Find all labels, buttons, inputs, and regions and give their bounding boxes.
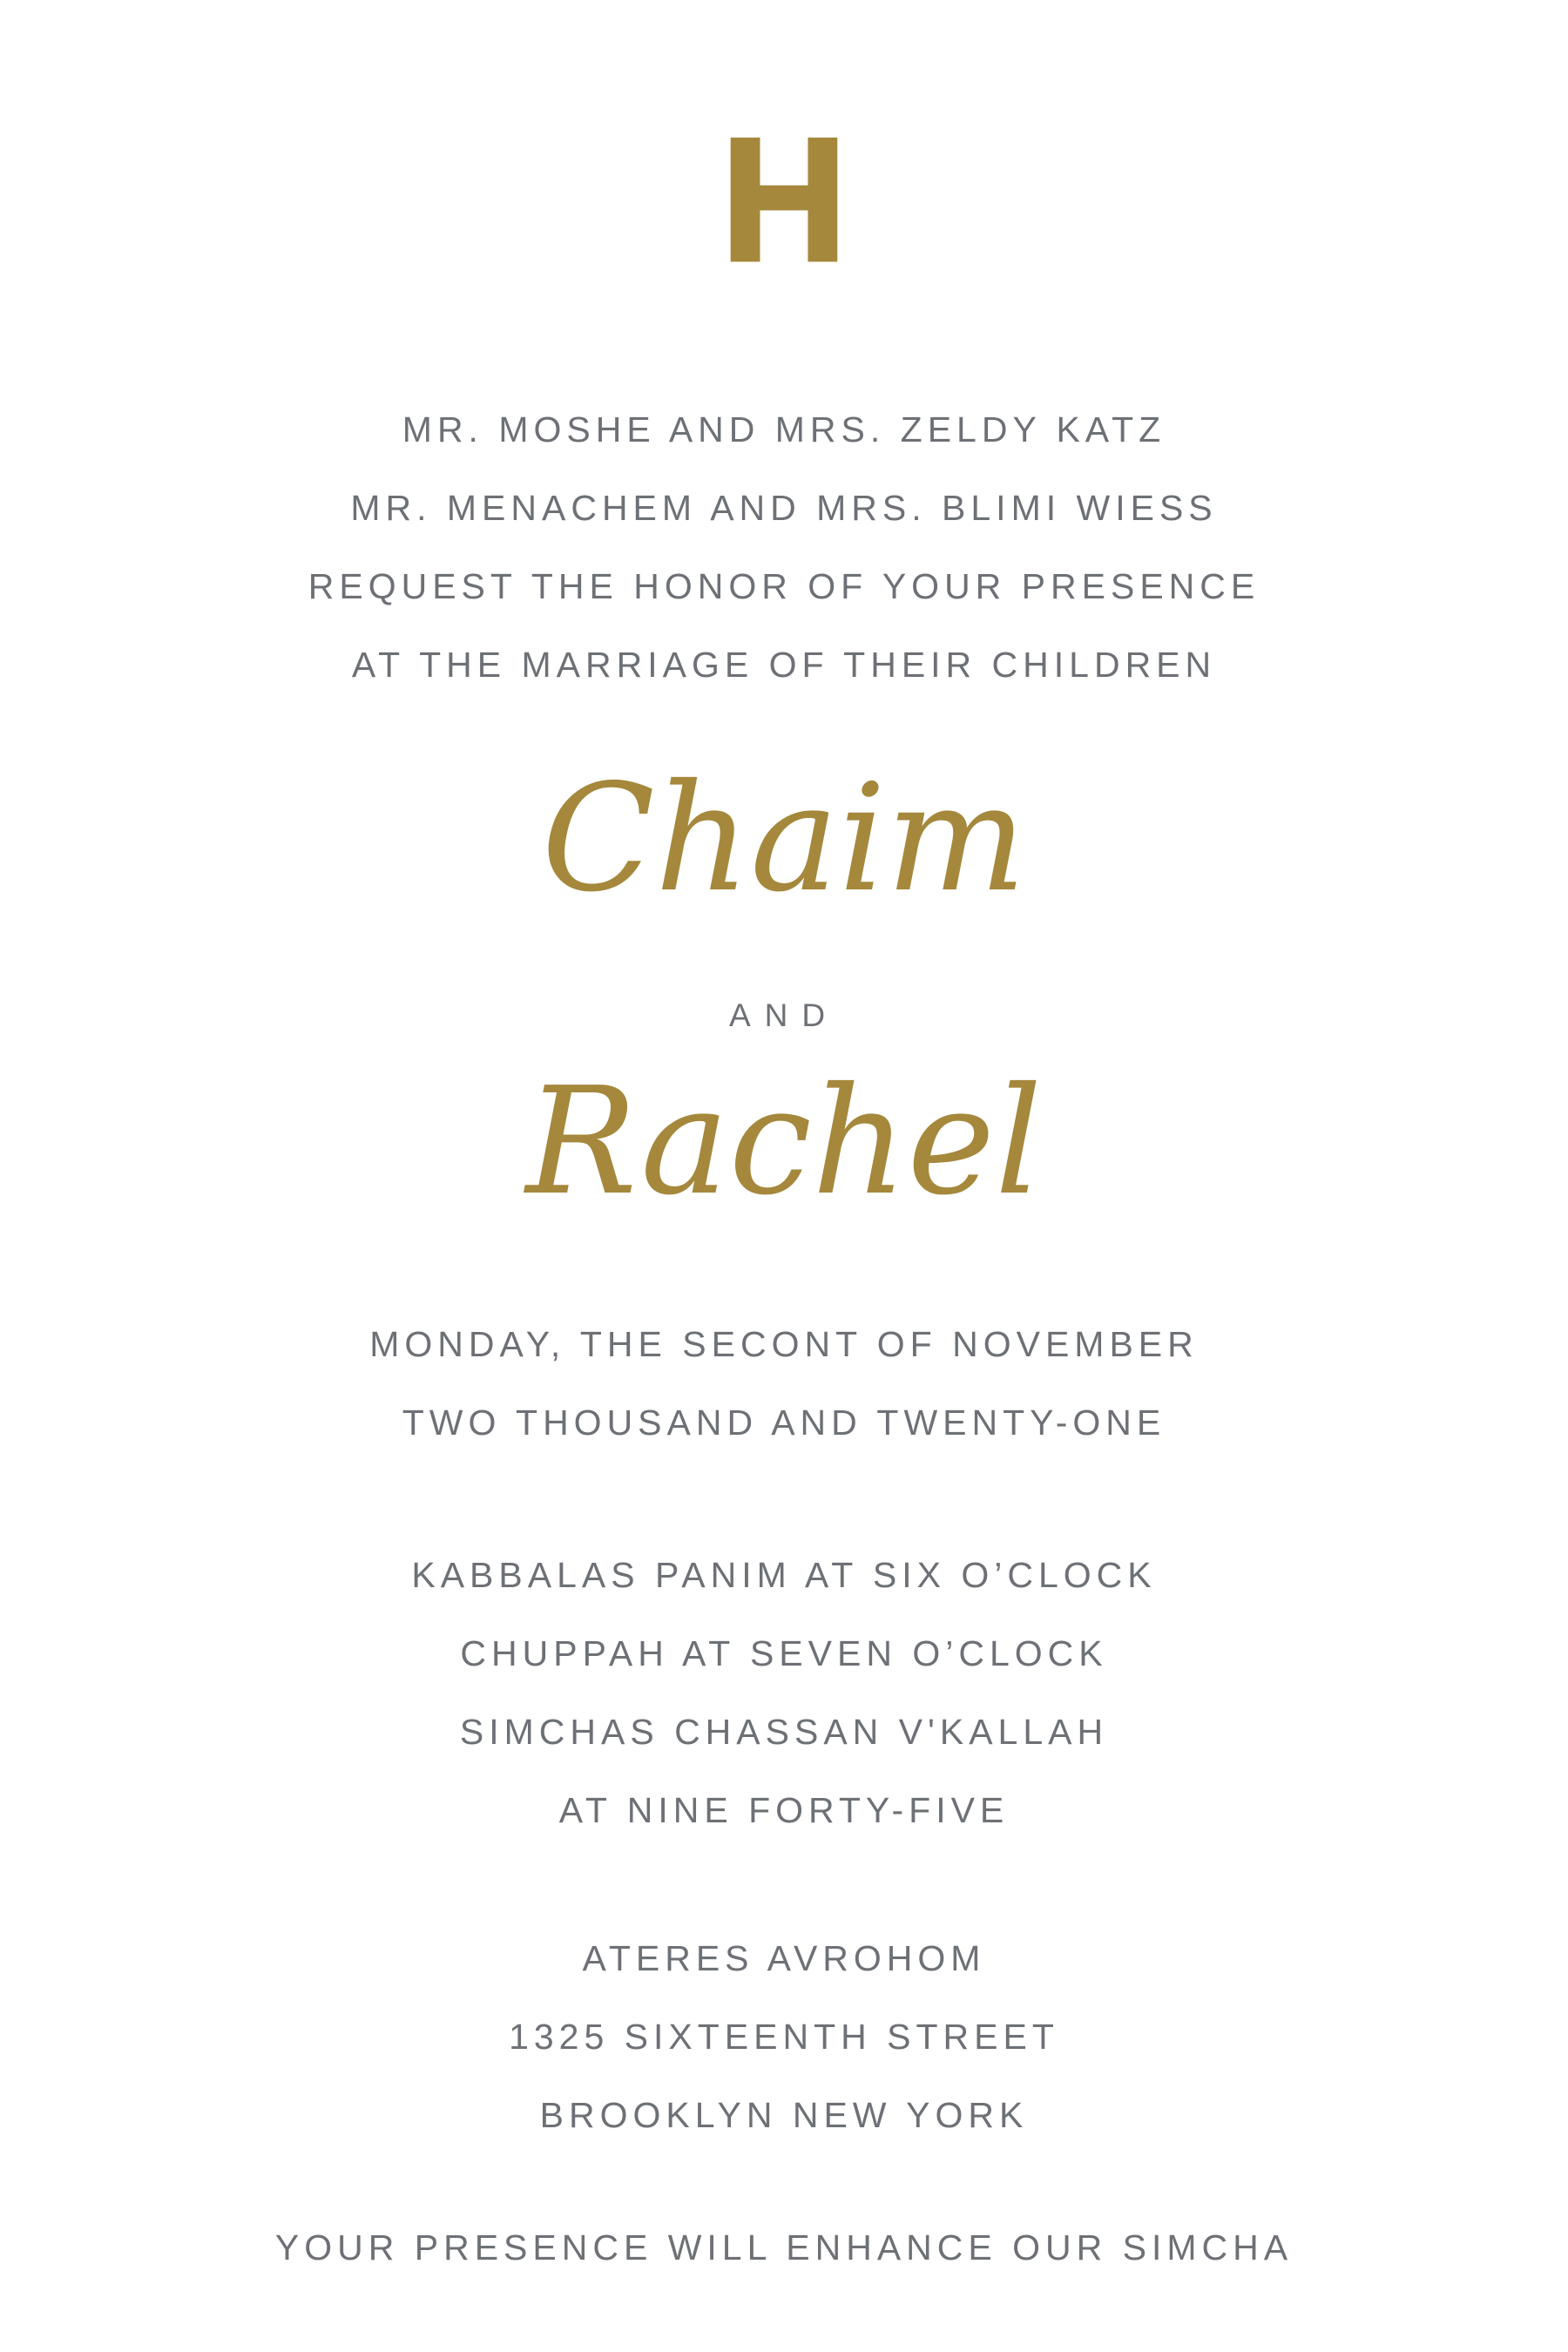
footer-line: YOUR PRESENCE WILL ENHANCE OUR SIMCHA: [274, 2227, 1294, 2268]
hosts-line-3: REQUEST THE HONOR OF YOUR PRESENCE: [308, 566, 1260, 606]
and-connector: AND: [728, 997, 840, 1033]
hosts-line-2: MR. MENACHEM AND MRS. BLIMI WIESS: [350, 488, 1218, 528]
schedule-line-4: AT NINE FORTY-FIVE: [558, 1790, 1010, 1830]
hosts-line-1: MR. MOSHE AND MRS. ZELDY KATZ: [402, 409, 1166, 449]
venue-city: BROOKLYN NEW YORK: [539, 2095, 1029, 2135]
venue-name: ATERES AVROHOM: [582, 1938, 986, 1978]
schedule-line-3: SIMCHAS CHASSAN V'KALLAH: [459, 1712, 1109, 1752]
footer-block: [0, 2208, 1568, 2287]
date-line-2: TWO THOUSAND AND TWENTY-ONE: [402, 1402, 1166, 1443]
date-block: [0, 1305, 1568, 1462]
schedule-block: [0, 1536, 1568, 1849]
monogram-letter: H: [720, 103, 848, 297]
date-line-1: MONDAY, THE SECONT OF NOVEMBER: [369, 1324, 1199, 1364]
hosts-line-4: AT THE MARRIAGE OF THEIR CHILDREN: [351, 645, 1217, 685]
venue-street: 1325 SIXTEENTH STREET: [509, 2017, 1059, 2057]
groom-name: Chaim: [541, 753, 1027, 925]
schedule-line-1: KABBALAS PANIM AT SIX O’CLOCK: [411, 1555, 1157, 1595]
schedule-line-2: CHUPPAH AT SEVEN O’CLOCK: [460, 1633, 1108, 1673]
bride-name: Rachel: [525, 1056, 1043, 1228]
venue-block: [0, 1919, 1568, 2154]
hosts-block: [0, 390, 1568, 704]
